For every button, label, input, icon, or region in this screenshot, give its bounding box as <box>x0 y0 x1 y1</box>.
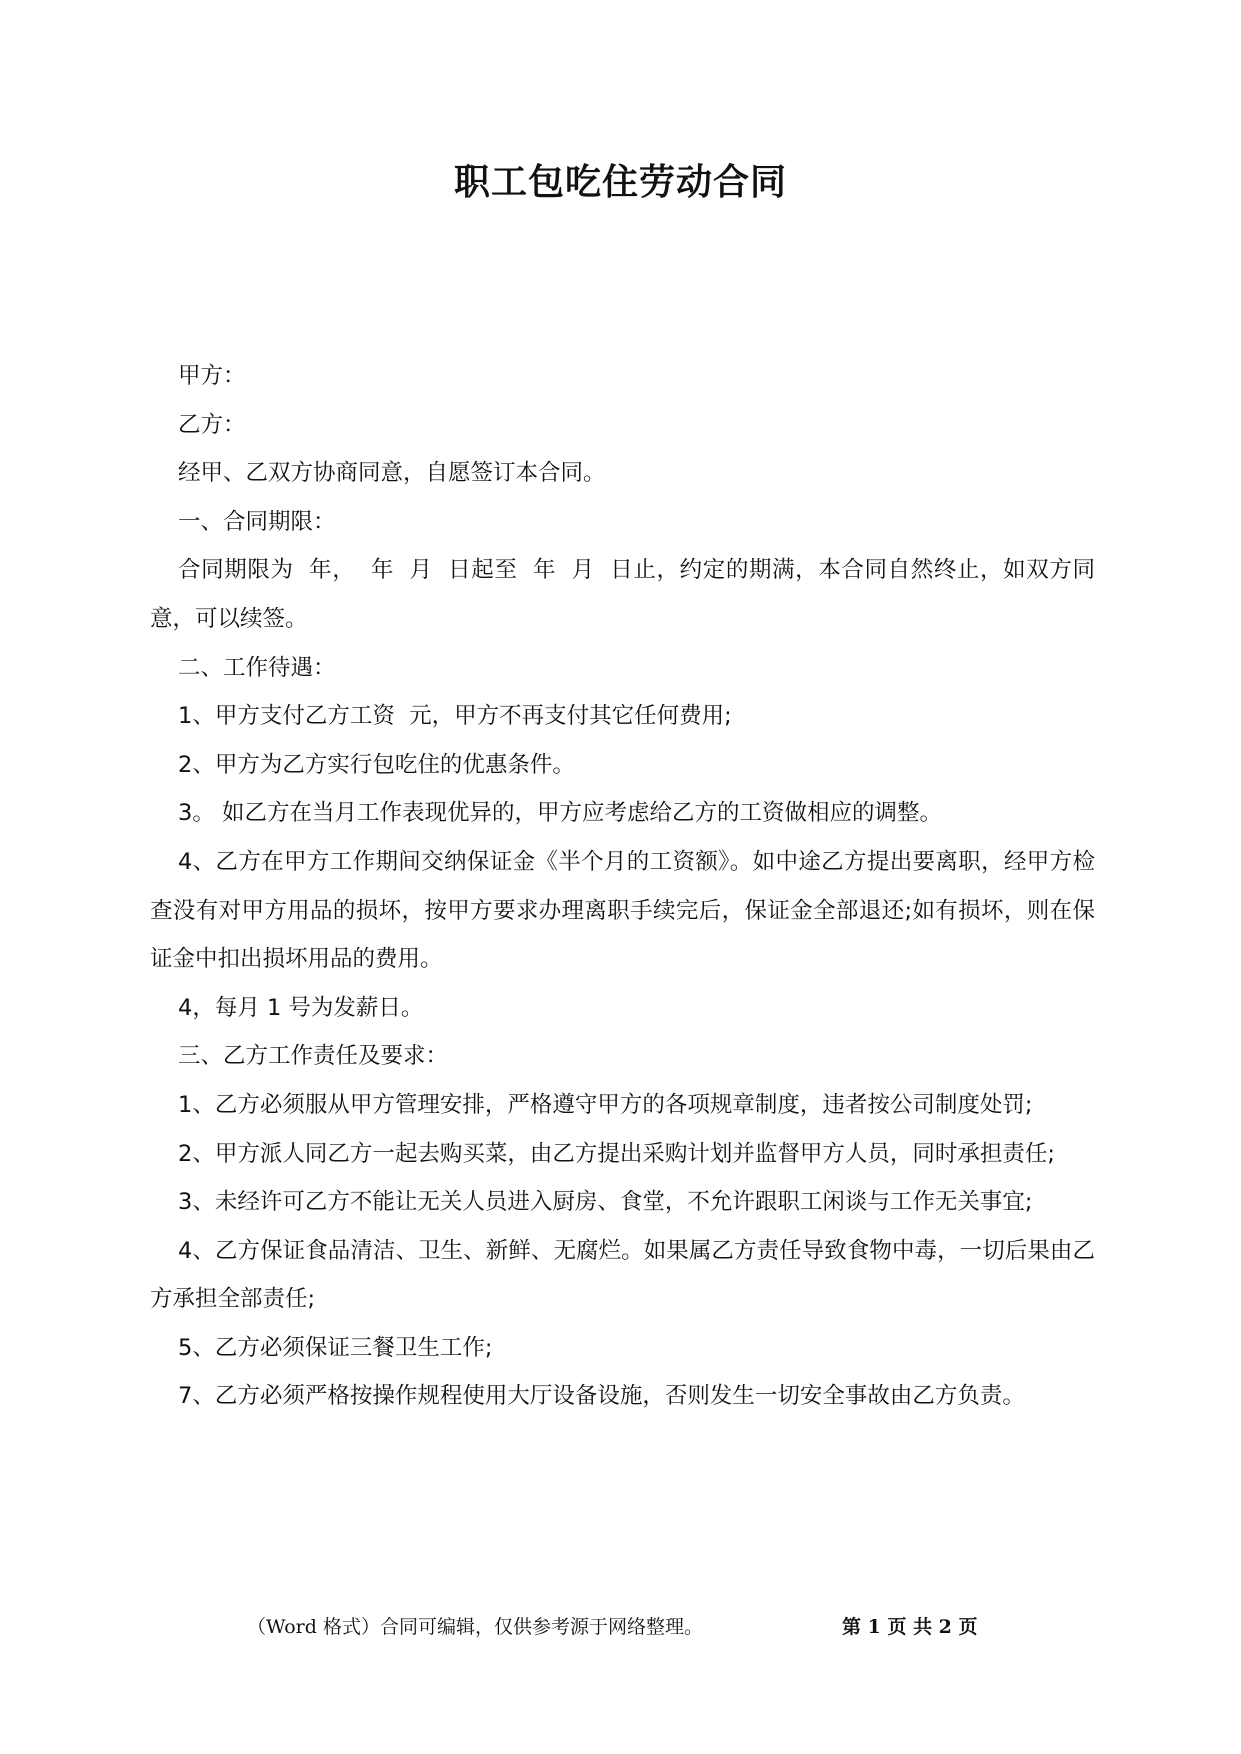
section-heading-benefits: 二、工作待遇： <box>178 654 336 681</box>
section-heading-duties: 三、乙方工作责任及要求： <box>178 1043 449 1070</box>
party-a-line: 甲方： <box>178 363 246 389</box>
paragraph-benefit-1: 1、甲方支付乙方工资 元，甲方不再支付其它任何费用; <box>178 703 732 730</box>
agreement-intro: 经甲、乙双方协商同意，自愿签订本合同。 <box>178 460 606 487</box>
paragraph-benefit-2: 2、甲方为乙方实行包吃住的优惠条件。 <box>178 751 575 778</box>
paragraph-duty-5: 5、乙方必须保证三餐卫生工作; <box>178 1334 493 1361</box>
paragraph-duty-4: 4、乙方保证食品清洁、卫生、新鲜、无腐烂。如果属乙方责任导致食物中毒，一切后果由乙方承担全部责任; <box>150 1237 1095 1313</box>
document-title: 职工包吃住劳动合同 <box>453 162 787 203</box>
party-b-line: 乙方： <box>178 411 246 438</box>
paragraph-benefit-4: 4、乙方在甲方工作期间交纳保证金《半个月的工资额》。如中途乙方提出要离职，经甲方检查没有对甲方用品的损坏，按甲方要求办理离职手续完后，保证金全部退还;如有损坏，则在保证金中扣出损坏用品的费用。 <box>150 848 1095 973</box>
page-number: 第 1 页 共 2 页 <box>842 1616 978 1638</box>
paragraph-duty-7: 7、乙方必须严格按操作规程使用大厅设备设施，否则发生一切安全事故由乙方负责。 <box>178 1383 1025 1410</box>
section-heading-term: 一、合同期限： <box>178 508 336 535</box>
paragraph-duty-3: 3、未经许可乙方不能让无关人员进入厨房、食堂，不允许跟职工闲谈与工作无关事宜; <box>178 1189 1033 1216</box>
document-body <box>150 352 1095 1421</box>
paragraph-benefit-3: 3。 如乙方在当月工作表现优异的，甲方应考虑给乙方的工资做相应的调整。 <box>178 800 942 827</box>
paragraph-payday: 4，每月 1 号为发薪日。 <box>178 994 424 1021</box>
paragraph-duty-2: 2、甲方派人同乙方一起去购买菜，由乙方提出采购计划并监督甲方人员，同时承担责任; <box>178 1140 1055 1167</box>
paragraph-duty-1: 1、乙方必须服从甲方管理安排，严格遵守甲方的各项规章制度，违者按公司制度处罚; <box>178 1091 1033 1118</box>
paragraph-term: 合同期限为 年， 年 月 日起至 年 月 日止，约定的期满，本合同自然终止，如双方同意，可以续签。 <box>150 557 1095 632</box>
footer-note: （Word 格式）合同可编辑，仅供参考源于网络整理。 <box>247 1616 703 1638</box>
